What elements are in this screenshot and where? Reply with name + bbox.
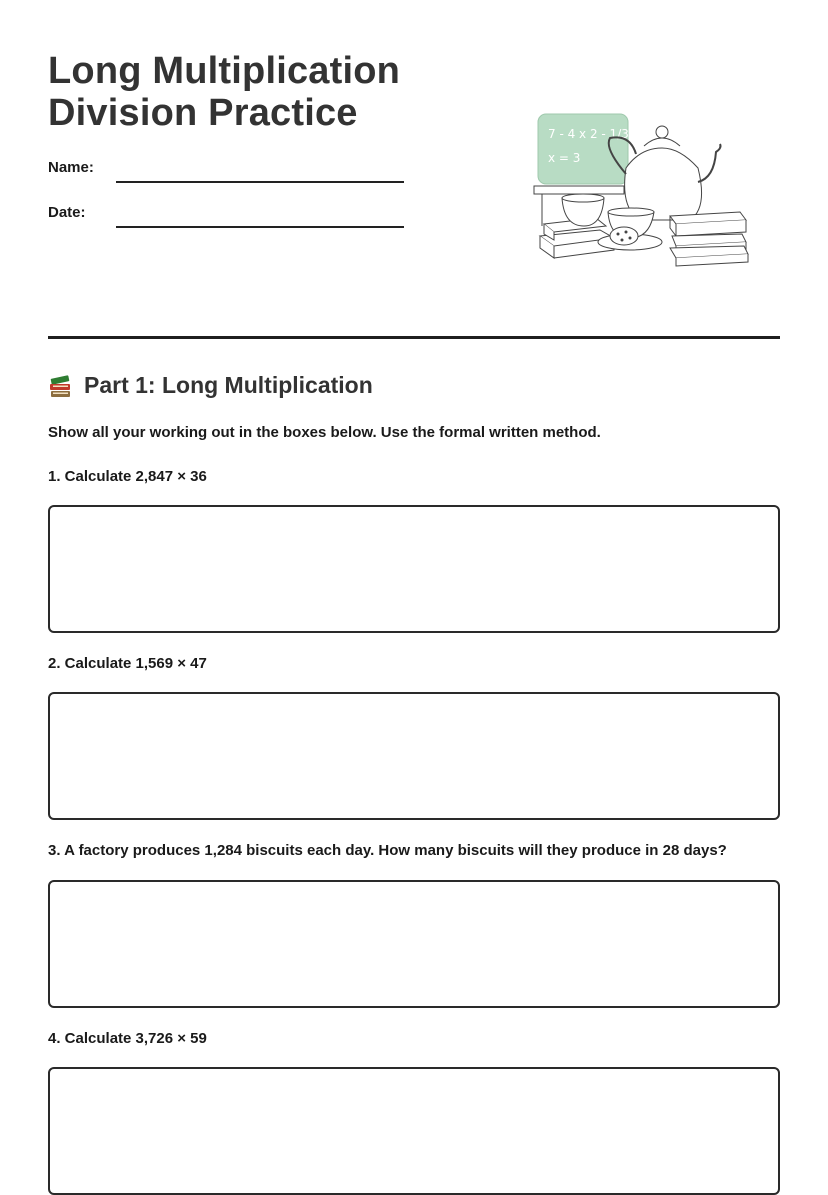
books-icon xyxy=(48,373,74,399)
answer-box-1[interactable] xyxy=(48,505,780,633)
question-1: 1. Calculate 2,847 × 36 xyxy=(48,468,207,485)
chalkboard-text-1: 7 - 4 x 2 - 1/3 xyxy=(548,127,629,141)
teapot-books-chalkboard-illustration xyxy=(530,108,754,270)
worksheet-title xyxy=(48,50,400,134)
question-3: 3. A factory produces 1,284 biscuits each day. How many biscuits will they produce in 28 days? xyxy=(48,842,727,859)
header-divider xyxy=(48,336,780,339)
part1-instructions: Show all your working out in the boxes below. Use the formal written method. xyxy=(48,424,601,441)
name-label: Name: xyxy=(48,159,94,176)
chalkboard-text-2: x = 3 xyxy=(548,151,581,165)
title-line-1: Long Multiplication xyxy=(48,50,401,92)
part1-heading xyxy=(48,372,373,399)
answer-box-3[interactable] xyxy=(48,880,780,1008)
part1-title: Part 1: Long Multiplication xyxy=(84,372,373,398)
answer-box-2[interactable] xyxy=(48,692,780,820)
name-field[interactable] xyxy=(116,181,404,183)
question-4: 4. Calculate 3,726 × 59 xyxy=(48,1030,207,1047)
date-label: Date: xyxy=(48,204,86,221)
title-line-2: Division Practice xyxy=(48,92,358,134)
answer-box-4[interactable] xyxy=(48,1067,780,1195)
date-field[interactable] xyxy=(116,226,404,228)
question-2: 2. Calculate 1,569 × 47 xyxy=(48,655,207,672)
chalkboard xyxy=(538,114,628,184)
